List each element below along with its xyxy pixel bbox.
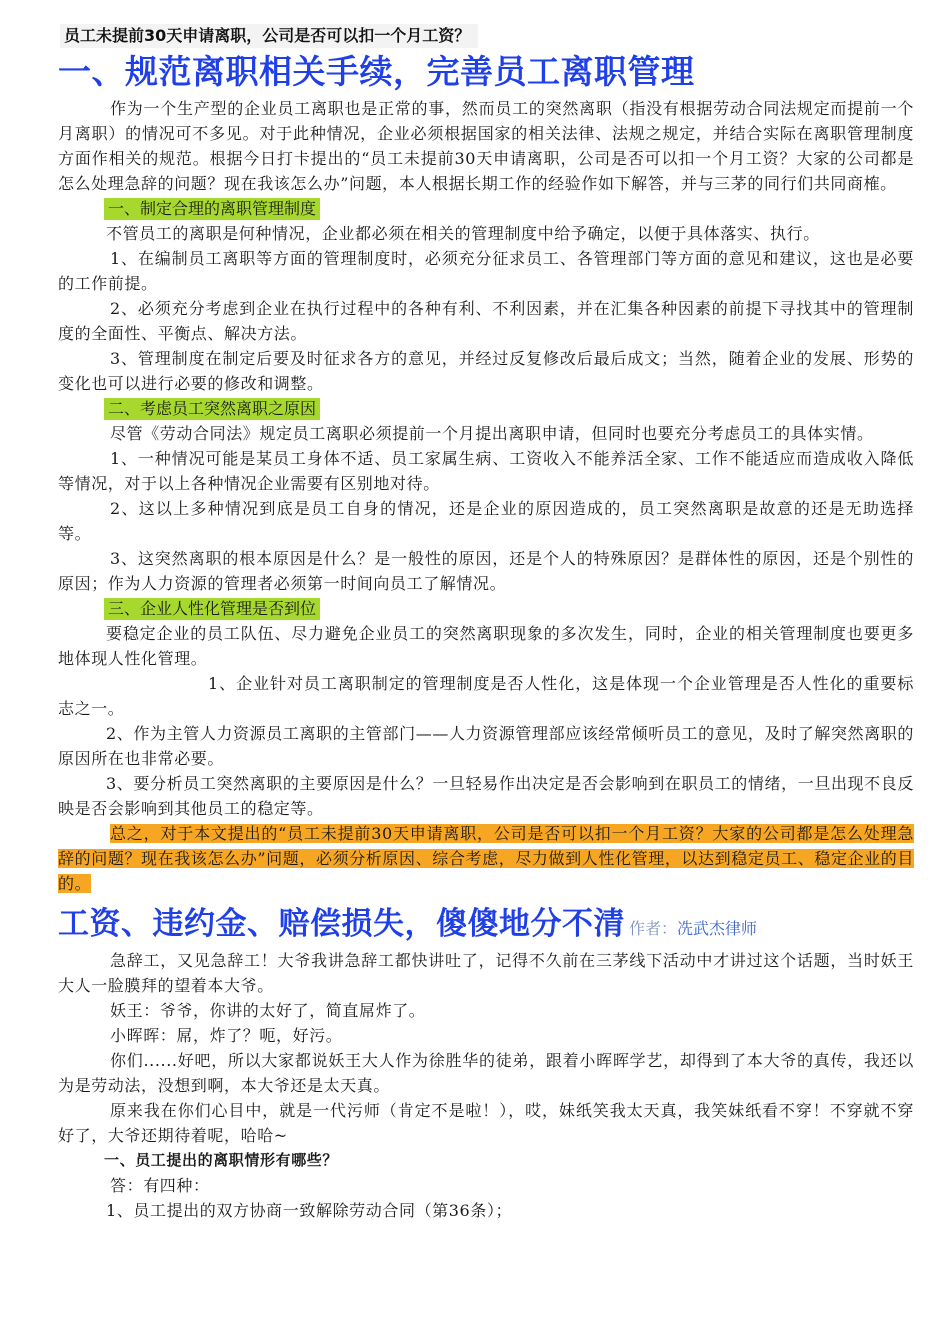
sub2-lead: 尽管《劳动合同法》规定员工离职必须提前一个月提出离职申请，但同时也要充分考虑员工的具体实情。 <box>110 424 874 443</box>
section1-title: 一、规范离职相关手续，完善员工离职管理 <box>58 52 695 91</box>
sub2-point-1: 1、一种情况可能是某员工身体不适、员工家属生病、工资收入不能养活全家、工作不能适应而造成收入降低等情况，对于以上各种情况企业需要有区别地对待。 <box>58 449 914 493</box>
section2-paragraph-2: 妖王：爷爷，你讲的太好了，简直屌炸了。 <box>110 1001 426 1020</box>
subheading-3: 三、企业人性化管理是否到位 <box>104 598 320 620</box>
section2-paragraph-5: 原来我在你们心目中，就是一代污师（肯定不是啦！），哎，妹纸笑我太天真，我笑妹纸看不穿！不穿就不穿好了，大爷还期待着呢，哈哈~ <box>58 1101 914 1145</box>
sub1-lead: 不管员工的离职是何种情况，企业都必须在相关的管理制度中给予确定，以便于具体落实、执行。 <box>106 224 820 243</box>
sub3-point-1: 1、企业针对员工离职制定的管理制度是否人性化，这是体现一个企业管理是否人性化的重要标志之一。 <box>58 674 914 718</box>
sub1-point-3: 3、管理制度在制定后要及时征求各方的意见，并经过反复修改后最后成文；当然，随着企业的发展、形势的变化也可以进行必要的修改和调整。 <box>58 349 914 393</box>
section1-intro: 作为一个生产型的企业员工离职也是正常的事，然而员工的突然离职（指没有根据劳动合同法规定而提前一个月离职）的情况可不多见。对于此种情况，企业必须根据国家的相关法律、法规之规定，并结合实际在离职管理制度方面作相关的规范。根据今日打卡提出的“员工未提前30天申请离职，公司是否可以扣一个月工资？大家的公司都是怎么处理急辞的问题？现在我该怎么办”问题，本人根据长期工作的经验作如下解答，并与三茅的同行们共同商榷。 <box>58 99 914 193</box>
conclusion-paragraph <box>58 821 914 896</box>
author-byline <box>629 916 757 939</box>
conclusion-highlight: 总之，对于本文提出的“员工未提前30天申请离职，公司是否可以扣一个月工资？大家的公司都是怎么处理急辞的问题？现在我该怎么办”问题，必须分析原因、综合考虑，尽力做到人性化管理，以达到稳定员工、稳定企业的目的。 <box>58 824 914 893</box>
sub3-point-3: 3、要分析员工突然离职的主要原因是什么？一旦轻易作出决定是否会影响到在职员工的情绪，一旦出现不良反映是否会影响到其他员工的稳定等。 <box>58 774 914 818</box>
author-label: 作者： <box>629 919 678 938</box>
top-question-text: 员工未提前30天申请离职，公司是否可以扣一个月工资？ <box>60 24 478 48</box>
subheading-1: 一、制定合理的离职管理制度 <box>104 198 320 220</box>
section2-title: 工资、违约金、赔偿损失，傻傻地分不清 <box>58 906 625 942</box>
question-heading: 一、员工提出的离职情形有哪些？ <box>104 1151 339 1169</box>
answer-line: 答：有四种： <box>110 1176 210 1195</box>
sub2-point-2: 2、这以上多种情况到底是员工自身的情况，还是企业的原因造成的，员工突然离职是故意的还是无助选择等。 <box>58 499 914 543</box>
sub3-point-2: 2、作为主管人力资源员工离职的主管部门——人力资源管理部应该经常倾听员工的意见，及时了解突然离职的原因所在也非常必要。 <box>58 724 914 768</box>
sub1-point-2: 2、必须充分考虑到企业在执行过程中的各种有利、不利因素，并在汇集各种因素的前提下寻找其中的管理制度的全面性、平衡点、解决方法。 <box>58 299 914 343</box>
sub3-lead: 要稳定企业的员工队伍、尽力避免企业员工的突然离职现象的多次发生，同时，企业的相关管理制度也要更多地体现人性化管理。 <box>58 624 914 668</box>
section2-paragraph-3: 小晖晖：屌，炸了？呃，好污。 <box>110 1026 343 1045</box>
sub1-point-1: 1、在编制员工离职等方面的管理制度时，必须充分征求员工、各管理部门等方面的意见和建议，这也是必要的工作前提。 <box>58 249 914 293</box>
document-page <box>58 24 914 1223</box>
answer-item-1: 1、员工提出的双方协商一致解除劳动合同（第36条）； <box>106 1201 513 1220</box>
sub2-point-3: 3、这突然离职的根本原因是什么？是一般性的原因，还是个人的特殊原因？是群体性的原因，还是个别性的原因；作为人力资源的管理者必须第一时间向员工了解情况。 <box>58 549 914 593</box>
section2-paragraph-4: 你们......好吧，所以大家都说妖王大人作为徐胜华的徒弟，跟着小晖晖学艺，却得到了本大爷的真传，我还以为是劳动法，没想到啊，本大爷还是太天真。 <box>58 1051 914 1095</box>
top-question <box>58 24 914 48</box>
section2-paragraph-1: 急辞工，又见急辞工！大爷我讲急辞工都快讲吐了，记得不久前在三茅线下活动中才讲过这个话题，当时妖王大人一脸膜拜的望着本大爷。 <box>58 951 914 995</box>
author-name: 冼武杰律师 <box>677 919 758 938</box>
section2-header <box>58 902 914 946</box>
subheading-2: 二、考虑员工突然离职之原因 <box>104 398 320 420</box>
